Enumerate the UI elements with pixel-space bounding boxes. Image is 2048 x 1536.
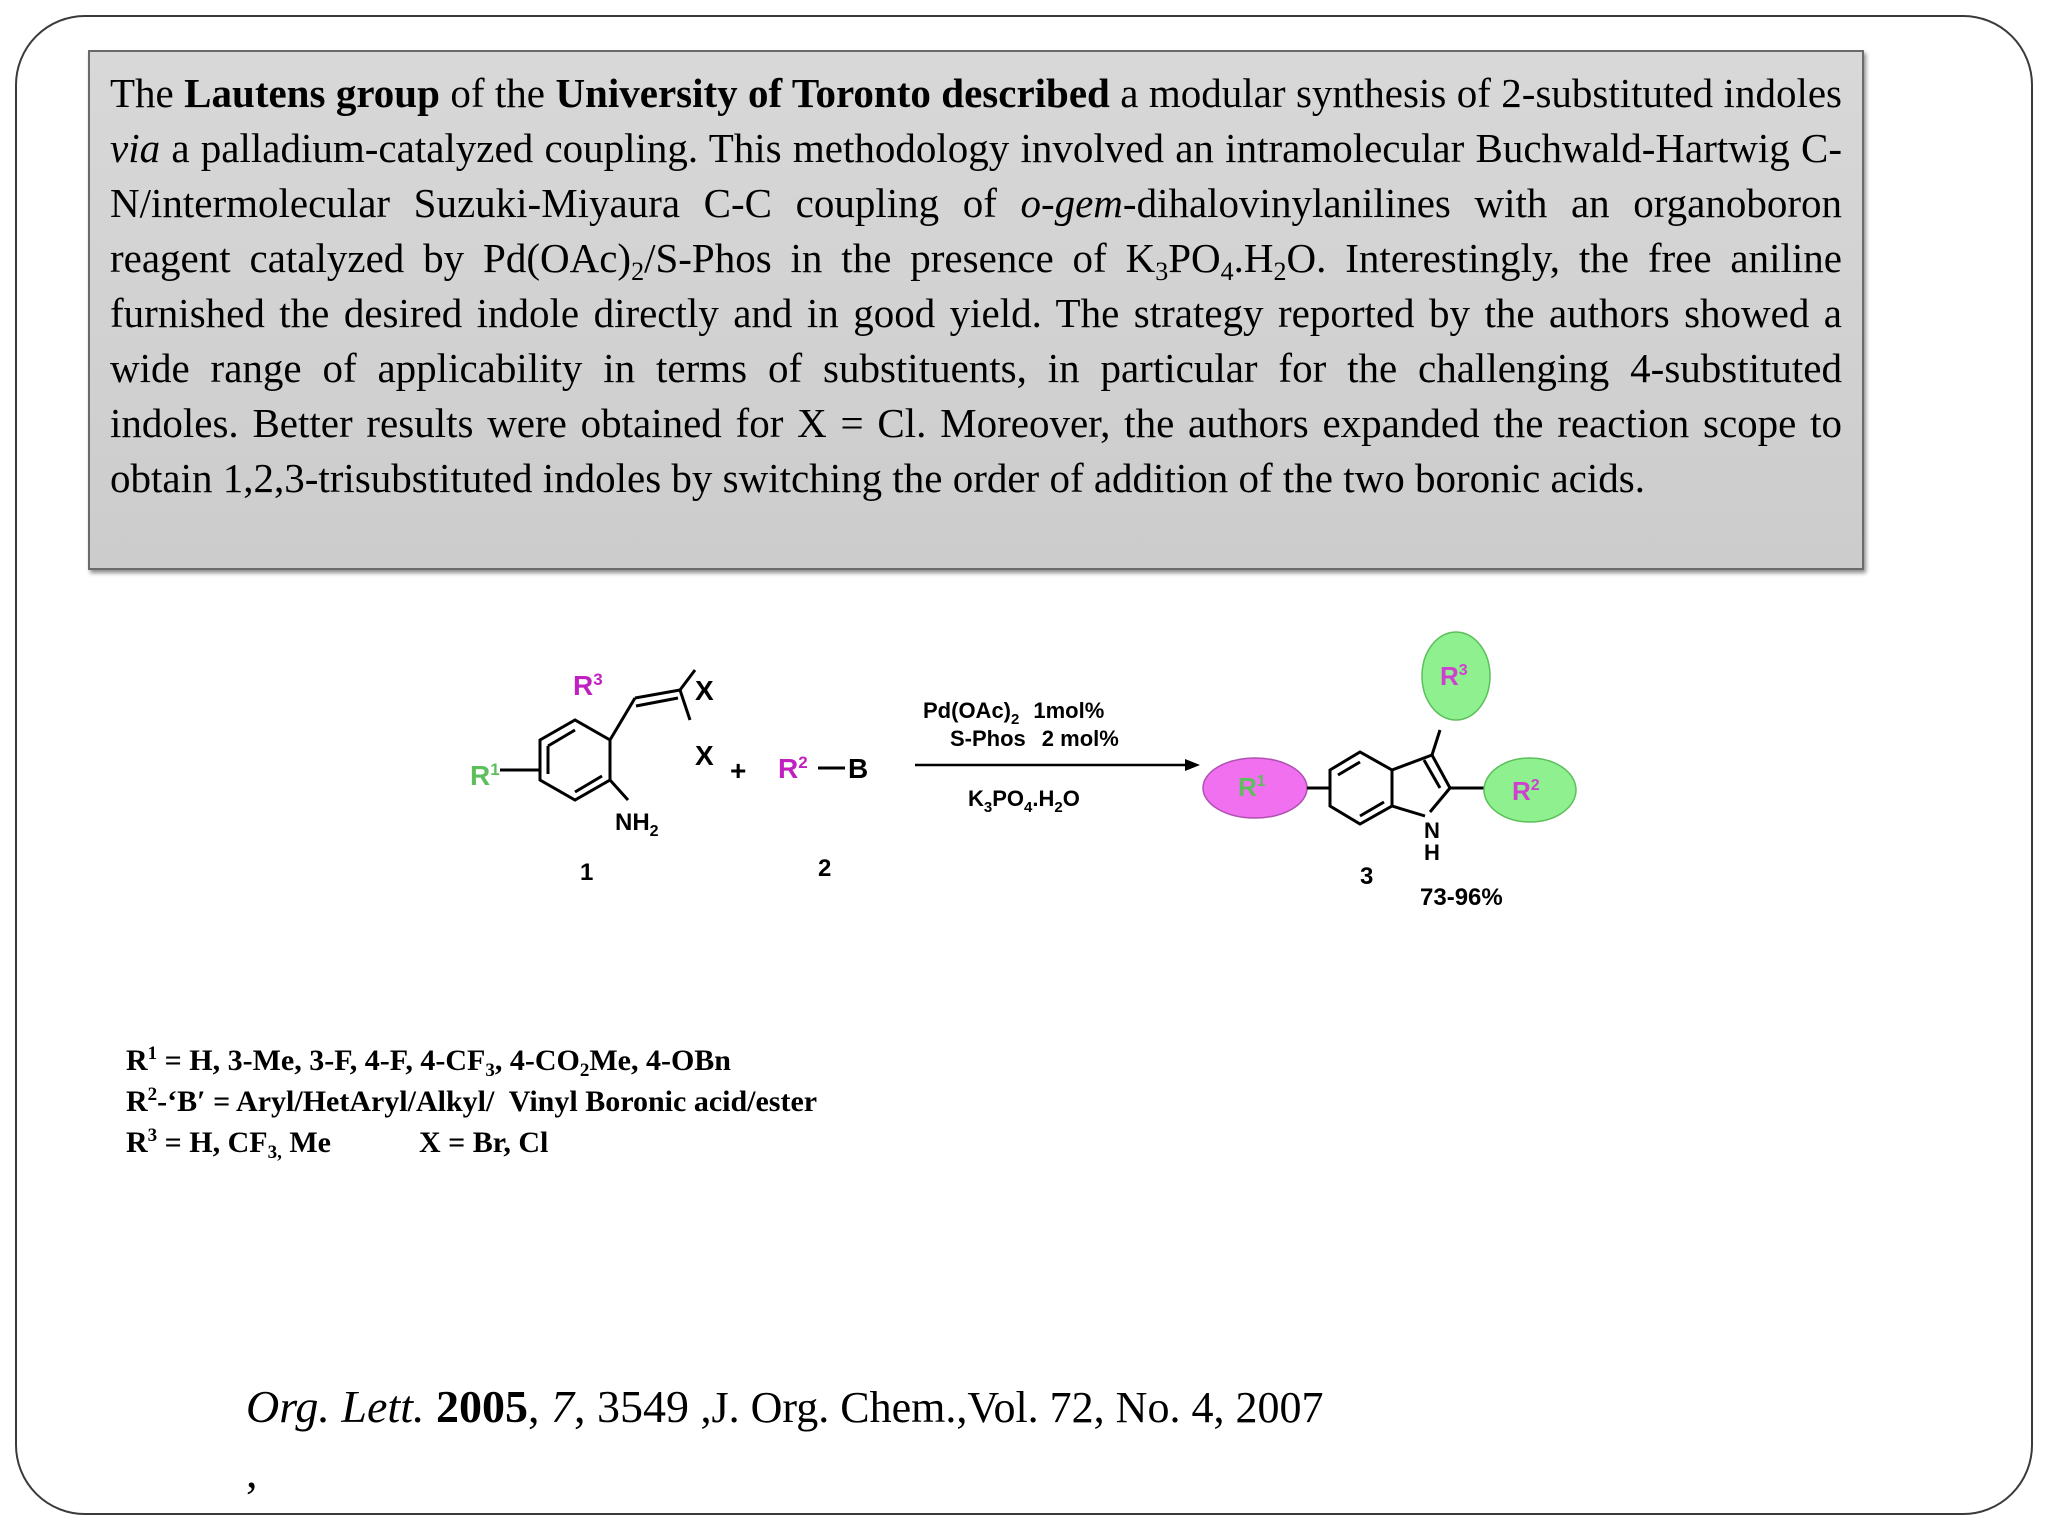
- plus-sign: +: [730, 755, 747, 786]
- nh2-label: $NH_2$: [615, 809, 659, 840]
- substituent-legend: [126, 1040, 817, 1163]
- reaction-arrow-head: [1185, 759, 1200, 771]
- legend-r1-row: $R^1 = H$, 3-Me, 3-F, 4-F, $4-CF_3$, $4-CO_2Me$, 4-OBn: [126, 1043, 731, 1081]
- compound-number-3: 3: [1360, 863, 1374, 890]
- compound-number-2: 2: [818, 855, 832, 882]
- compound-number-1: 1: [580, 859, 594, 886]
- legend-r2-row: $R^2-‘B'$ = Aryl/HetAryl/Alkyl/ Vinyl Boronic acid/ester: [126, 1084, 818, 1118]
- x-label-bottom: X: [695, 740, 714, 771]
- catalyst-line-1: $Pd(OAc)_2$ 1mol%: [923, 698, 1105, 728]
- yield-label: 73-96%: [1420, 884, 1503, 911]
- catalyst-line-2: S-Phos 2 mol%: [950, 726, 1119, 751]
- reaction-scheme: [440, 620, 1620, 940]
- compound-1-structure: [500, 670, 695, 800]
- summary-text-box: [88, 50, 1864, 570]
- product-n-label: N: [1424, 818, 1440, 843]
- r2-label-compound2: $R^2$: [778, 753, 808, 784]
- r3-oval-label: $R^3$: [1440, 661, 1468, 691]
- boron-label: B: [848, 753, 869, 784]
- citation-trailing-comma: ,: [246, 1446, 258, 1497]
- legend-r3-row: $R^3 = H$, $CF_{3,}$ Me X = Br, Cl: [126, 1125, 549, 1163]
- r1-label-compound1: $R^1$: [470, 760, 500, 791]
- summary-paragraph: The Lautens group of the University of Toronto described a modular synthesis of 2-substituted indoles via a palladium-catalyzed coupling. This methodology involved an intramolecular Buchwald-Hartwig C-N/intermolecular Suzuki-Miyaura C-C coupling of o-gem-dihalovinylanilines with an organoboron reagent catalyzed by $Pd(OAc)_2/S$-Phos in the presence of $K_3PO_4.H_2O$. Interestingly, the free aniline furnished the desired indole directly and in good yield. The strategy reported by the authors showed a wide range of applicability in terms of substituents, in particular for the challenging 4-substituted indoles. Better results were obtained for X = Cl. Moreover, the authors expanded the reaction scope to obtain 1,2,3-trisubstituted indoles by switching the order of addition of the two boronic acids.: [110, 70, 1842, 501]
- citation: Org. Lett. 2005, 7, 3549 ,J. Org. Chem.,Vol. 72, No. 4, 2007: [246, 1381, 1324, 1432]
- r3-label: $R^3$: [573, 670, 603, 701]
- product-h-label: H: [1424, 840, 1440, 865]
- product-3-structure: [1307, 730, 1490, 824]
- legend-x-values: X = Br, Cl: [418, 1126, 549, 1159]
- r1-oval-label: $R^1$: [1238, 772, 1266, 802]
- r2-oval-label: $R^2$: [1512, 776, 1540, 806]
- x-label-top: X: [695, 675, 714, 706]
- base-conditions: $K_3PO_4.H_2O$: [968, 786, 1080, 816]
